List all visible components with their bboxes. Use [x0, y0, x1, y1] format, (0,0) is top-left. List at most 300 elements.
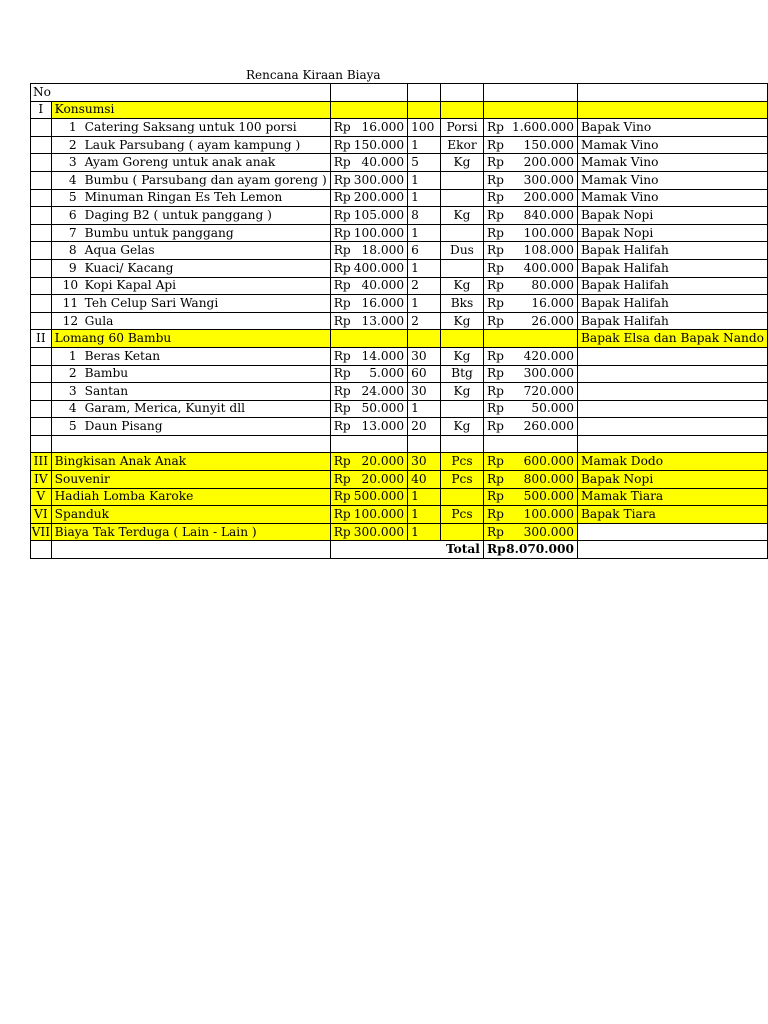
item-responsible	[577, 365, 767, 383]
amount-value: 16.000	[361, 119, 405, 134]
amount-value: 300.000	[353, 172, 405, 187]
item-unit-price-wrap	[334, 208, 404, 223]
item-total	[483, 400, 577, 418]
item-desc-text: Ayam Goreng untuk anak anak	[84, 155, 276, 170]
item-blank-no	[31, 277, 52, 295]
item-number: 12	[62, 313, 79, 328]
item-description	[51, 224, 330, 242]
other-item-row	[31, 506, 768, 524]
item-blank-no	[31, 383, 52, 401]
item-desc-text: Daun Pisang	[84, 419, 163, 434]
amount-value: 150.000	[523, 137, 574, 152]
item-desc-text: Santan	[84, 383, 129, 398]
grand-total-wrap	[487, 542, 574, 557]
item-number: 2	[68, 137, 77, 152]
item-ident	[55, 138, 301, 153]
item-description	[51, 119, 330, 137]
section-header-row	[31, 330, 768, 348]
item-total	[483, 418, 577, 436]
amount-value: 300.000	[523, 524, 574, 539]
other-unit-price-wrap	[334, 525, 404, 540]
amount-value: 300.000	[523, 172, 574, 187]
amount-value: 20.000	[361, 471, 405, 486]
item-responsible: Bapak Halifah	[577, 277, 767, 295]
amount-value: 600.000	[523, 454, 574, 469]
item-number: 6	[68, 207, 77, 222]
item-total	[483, 119, 577, 137]
item-unit-price	[330, 400, 407, 418]
item-number: 10	[62, 278, 79, 293]
item-number: 1	[68, 119, 77, 134]
section-header-row	[31, 101, 768, 119]
section-empty-cell	[408, 330, 441, 348]
header-cell	[408, 84, 441, 102]
section-label: Lomang 60 Bambu	[51, 330, 330, 348]
amount-value: 18.000	[361, 243, 405, 258]
item-unit-price-wrap	[334, 261, 404, 276]
item-unit-price-wrap	[334, 314, 404, 329]
other-item-row	[31, 471, 768, 489]
item-total	[483, 365, 577, 383]
currency-label: Rp	[486, 383, 504, 398]
item-total	[483, 136, 577, 154]
item-total-wrap	[487, 190, 574, 205]
amount-value: 26.000	[531, 313, 574, 328]
item-unit-price	[330, 347, 407, 365]
item-unit: Kg	[441, 418, 484, 436]
item-responsible: Bapak Nopi	[577, 224, 767, 242]
amount-value: 16.000	[531, 295, 574, 310]
item-unit: Kg	[441, 312, 484, 330]
item-responsible: Mamak Vino	[577, 136, 767, 154]
item-unit: Kg	[441, 277, 484, 295]
item-blank-no	[31, 136, 52, 154]
item-unit-price	[330, 259, 407, 277]
item-unit	[441, 400, 484, 418]
item-unit-price	[330, 383, 407, 401]
item-blank-no	[31, 207, 52, 225]
grand-total-cell	[483, 541, 577, 559]
other-unit-price	[330, 488, 407, 506]
amount-value: 50.000	[531, 401, 574, 416]
item-number: 2	[68, 366, 77, 381]
item-desc-text: Aqua Gelas	[84, 243, 155, 258]
item-responsible: Bapak Nopi	[577, 207, 767, 225]
blank-cell	[577, 435, 767, 453]
header-cell	[441, 84, 484, 102]
item-unit-price-wrap	[334, 349, 404, 364]
item-unit	[441, 224, 484, 242]
item-row	[31, 259, 768, 277]
other-total-wrap	[487, 489, 574, 504]
item-total	[483, 295, 577, 313]
amount-value: 300.000	[523, 366, 574, 381]
item-ident	[55, 120, 297, 135]
item-total-wrap	[487, 173, 574, 188]
item-row	[31, 154, 768, 172]
item-unit: Btg	[441, 365, 484, 383]
item-desc-text: Bumbu ( Parsubang dan ayam goreng )	[84, 172, 327, 187]
item-unit-price-wrap	[334, 419, 404, 434]
item-unit-price-wrap	[334, 278, 404, 293]
item-row	[31, 383, 768, 401]
item-total	[483, 207, 577, 225]
item-blank-no	[31, 400, 52, 418]
other-unit: Pcs	[441, 453, 484, 471]
item-desc-text: Kuaci/ Kacang	[84, 260, 174, 275]
item-description	[51, 295, 330, 313]
item-blank-no	[31, 119, 52, 137]
amount-value: 100.000	[353, 225, 405, 240]
item-unit-price-wrap	[334, 138, 404, 153]
item-total	[483, 154, 577, 172]
item-unit-price	[330, 119, 407, 137]
amount-value: 150.000	[353, 137, 405, 152]
amount-value: 260.000	[523, 419, 574, 434]
item-total-wrap	[487, 261, 574, 276]
item-unit: Porsi	[441, 119, 484, 137]
amount-value: 13.000	[361, 419, 405, 434]
currency-label: Rp	[333, 348, 351, 363]
item-unit-price	[330, 224, 407, 242]
currency-label: Rp	[486, 260, 504, 275]
item-ident	[55, 314, 114, 329]
item-total	[483, 171, 577, 189]
item-desc-text: Catering Saksang untuk 100 porsi	[84, 119, 297, 134]
item-desc-text: Daging B2 ( untuk panggang )	[84, 207, 272, 222]
currency-label: Rp	[486, 542, 506, 557]
item-unit-price	[330, 312, 407, 330]
item-blank-no	[31, 312, 52, 330]
currency-label: Rp	[486, 207, 504, 222]
section-empty-cell	[408, 101, 441, 119]
amount-value: 100.000	[523, 225, 574, 240]
item-description	[51, 312, 330, 330]
item-number: 4	[68, 401, 77, 416]
item-total	[483, 189, 577, 207]
item-unit	[441, 171, 484, 189]
item-blank-no	[31, 224, 52, 242]
item-total	[483, 347, 577, 365]
item-row	[31, 136, 768, 154]
amount-value: 108.000	[523, 243, 574, 258]
currency-label: Rp	[333, 260, 351, 275]
other-unit-price	[330, 506, 407, 524]
item-total-wrap	[487, 208, 574, 223]
total-blank	[51, 541, 330, 559]
item-row	[31, 312, 768, 330]
blank-cell	[51, 435, 330, 453]
other-qty: 30	[408, 453, 441, 471]
total-blank	[577, 541, 767, 559]
currency-label: Rp	[333, 401, 351, 416]
other-unit-price-wrap	[334, 472, 404, 487]
other-item-row	[31, 523, 768, 541]
section-empty-cell	[483, 101, 577, 119]
item-total-wrap	[487, 278, 574, 293]
item-description	[51, 136, 330, 154]
amount-value: 50.000	[361, 401, 405, 416]
currency-label: Rp	[333, 454, 351, 469]
item-total-wrap	[487, 296, 574, 311]
item-unit-price-wrap	[334, 173, 404, 188]
item-description	[51, 277, 330, 295]
item-ident	[55, 155, 276, 170]
item-unit: Kg	[441, 207, 484, 225]
currency-label: Rp	[486, 348, 504, 363]
other-roman: VI	[31, 506, 52, 524]
currency-label: Rp	[333, 295, 351, 310]
other-item-row	[31, 453, 768, 471]
blank-cell	[483, 435, 577, 453]
currency-label: Rp	[486, 313, 504, 328]
total-blank	[31, 541, 52, 559]
other-unit-price-wrap	[334, 507, 404, 522]
item-number: 9	[68, 260, 77, 275]
item-ident	[55, 401, 245, 416]
other-responsible: Mamak Dodo	[577, 453, 767, 471]
item-ident	[55, 419, 163, 434]
other-total-wrap	[487, 472, 574, 487]
section-roman: I	[31, 101, 52, 119]
item-responsible: Mamak Vino	[577, 154, 767, 172]
item-total-wrap	[487, 138, 574, 153]
amount-value: 20.000	[361, 454, 405, 469]
other-total	[483, 523, 577, 541]
item-total	[483, 224, 577, 242]
section-empty-cell	[330, 330, 407, 348]
item-ident	[55, 173, 327, 188]
item-description	[51, 400, 330, 418]
currency-label: Rp	[333, 524, 351, 539]
amount-value: 100.000	[523, 507, 574, 522]
item-description	[51, 365, 330, 383]
item-qty: 2	[408, 277, 441, 295]
item-qty: 60	[408, 365, 441, 383]
item-responsible: Bapak Halifah	[577, 259, 767, 277]
item-blank-no	[31, 365, 52, 383]
currency-label: Rp	[333, 119, 351, 134]
item-unit: Ekor	[441, 136, 484, 154]
grand-total-value: 8.070.000	[506, 542, 574, 557]
other-unit	[441, 488, 484, 506]
amount-value: 200.000	[523, 155, 574, 170]
currency-label: Rp	[486, 278, 504, 293]
item-responsible	[577, 400, 767, 418]
item-qty: 1	[408, 400, 441, 418]
item-blank-no	[31, 154, 52, 172]
item-blank-no	[31, 347, 52, 365]
item-blank-no	[31, 171, 52, 189]
blank-cell	[441, 435, 484, 453]
other-unit-price	[330, 471, 407, 489]
blank-cell	[408, 435, 441, 453]
section-empty-cell	[441, 330, 484, 348]
item-desc-text: Teh Celup Sari Wangi	[84, 295, 219, 310]
amount-value: 500.000	[523, 489, 574, 504]
other-total	[483, 488, 577, 506]
section-empty-cell	[330, 101, 407, 119]
item-unit: Bks	[441, 295, 484, 313]
item-number: 3	[68, 383, 77, 398]
amount-value: 300.000	[353, 524, 405, 539]
item-desc-text: Bumbu untuk panggang	[84, 225, 234, 240]
item-blank-no	[31, 189, 52, 207]
item-blank-no	[31, 295, 52, 313]
currency-label: Rp	[333, 489, 351, 504]
item-row	[31, 119, 768, 137]
amount-value: 500.000	[353, 489, 405, 504]
item-qty: 1	[408, 295, 441, 313]
item-qty: 1	[408, 136, 441, 154]
item-description	[51, 347, 330, 365]
item-ident	[55, 296, 219, 311]
section-responsible: Bapak Elsa dan Bapak Nando	[577, 330, 767, 348]
currency-label: Rp	[333, 172, 351, 187]
item-qty: 2	[408, 312, 441, 330]
item-qty: 8	[408, 207, 441, 225]
item-responsible	[577, 347, 767, 365]
amount-value: 16.000	[361, 295, 405, 310]
item-qty: 1	[408, 171, 441, 189]
item-description	[51, 207, 330, 225]
item-total-wrap	[487, 384, 574, 399]
item-ident	[55, 278, 176, 293]
item-responsible: Mamak Vino	[577, 171, 767, 189]
item-unit-price-wrap	[334, 296, 404, 311]
item-ident	[55, 190, 283, 205]
currency-label: Rp	[486, 190, 504, 205]
item-desc-text: Kopi Kapal Api	[84, 278, 177, 293]
item-responsible: Mamak Vino	[577, 189, 767, 207]
other-description: Bingkisan Anak Anak	[51, 453, 330, 471]
item-blank-no	[31, 418, 52, 436]
item-desc-text: Lauk Parsubang ( ayam kampung )	[84, 137, 301, 152]
item-qty: 1	[408, 224, 441, 242]
item-total-wrap	[487, 314, 574, 329]
amount-value: 1.600.000	[511, 119, 574, 134]
other-total-wrap	[487, 507, 574, 522]
item-responsible: Bapak Vino	[577, 119, 767, 137]
header-cell	[483, 84, 577, 102]
item-responsible	[577, 383, 767, 401]
item-total	[483, 277, 577, 295]
amount-value: 80.000	[531, 278, 574, 293]
item-qty: 30	[408, 347, 441, 365]
currency-label: Rp	[486, 243, 504, 258]
item-ident	[55, 349, 160, 364]
item-row	[31, 347, 768, 365]
header-cell	[577, 84, 767, 102]
other-description: Spanduk	[51, 506, 330, 524]
currency-label: Rp	[486, 225, 504, 240]
item-qty: 5	[408, 154, 441, 172]
item-ident	[55, 226, 234, 241]
item-number: 5	[68, 190, 77, 205]
item-unit-price-wrap	[334, 401, 404, 416]
header-row	[31, 84, 768, 102]
currency-label: Rp	[486, 172, 504, 187]
item-ident	[55, 384, 128, 399]
amount-value: 40.000	[361, 278, 405, 293]
currency-label: Rp	[486, 471, 504, 486]
currency-label: Rp	[486, 419, 504, 434]
currency-label: Rp	[486, 454, 504, 469]
other-total	[483, 506, 577, 524]
item-qty: 1	[408, 189, 441, 207]
other-unit: Pcs	[441, 471, 484, 489]
amount-value: 200.000	[353, 190, 405, 205]
currency-label: Rp	[333, 207, 351, 222]
item-row	[31, 365, 768, 383]
section-empty-cell	[577, 101, 767, 119]
header-cell	[330, 84, 407, 102]
blank-cell	[330, 435, 407, 453]
section-empty-cell	[483, 330, 577, 348]
item-ident	[55, 208, 272, 223]
other-qty: 1	[408, 506, 441, 524]
item-description	[51, 418, 330, 436]
other-item-row	[31, 488, 768, 506]
section-roman: II	[31, 330, 52, 348]
other-qty: 1	[408, 488, 441, 506]
item-total	[483, 259, 577, 277]
item-row	[31, 189, 768, 207]
other-unit-price-wrap	[334, 489, 404, 504]
currency-label: Rp	[333, 471, 351, 486]
amount-value: 5.000	[369, 366, 405, 381]
item-unit-price	[330, 207, 407, 225]
item-number: 7	[68, 225, 77, 240]
item-number: 4	[68, 172, 77, 187]
currency-label: Rp	[486, 137, 504, 152]
budget-table	[30, 83, 768, 559]
item-unit: Dus	[441, 242, 484, 260]
item-unit	[441, 259, 484, 277]
header-no: No	[31, 84, 331, 102]
item-unit-price	[330, 154, 407, 172]
item-unit-price	[330, 277, 407, 295]
item-number: 5	[68, 419, 77, 434]
item-desc-text: Minuman Ringan Es Teh Lemon	[84, 190, 283, 205]
amount-value: 400.000	[353, 260, 405, 275]
amount-value: 40.000	[361, 155, 405, 170]
other-unit: Pcs	[441, 506, 484, 524]
item-unit-price-wrap	[334, 190, 404, 205]
amount-value: 105.000	[353, 207, 405, 222]
item-desc-text: Garam, Merica, Kunyit dll	[84, 401, 246, 416]
other-total-wrap	[487, 525, 574, 540]
blank-cell	[31, 435, 52, 453]
item-row	[31, 400, 768, 418]
item-unit-price-wrap	[334, 120, 404, 135]
other-total	[483, 453, 577, 471]
currency-label: Rp	[333, 419, 351, 434]
item-total	[483, 312, 577, 330]
item-number: 1	[68, 348, 77, 363]
item-total-wrap	[487, 120, 574, 135]
item-description	[51, 154, 330, 172]
item-number: 3	[68, 155, 77, 170]
section-empty-cell	[441, 101, 484, 119]
budget-table-body	[31, 84, 768, 559]
currency-label: Rp	[486, 524, 504, 539]
total-row	[31, 541, 768, 559]
item-total-wrap	[487, 155, 574, 170]
item-row	[31, 295, 768, 313]
section-label: Konsumsi	[51, 101, 330, 119]
item-qty: 20	[408, 418, 441, 436]
